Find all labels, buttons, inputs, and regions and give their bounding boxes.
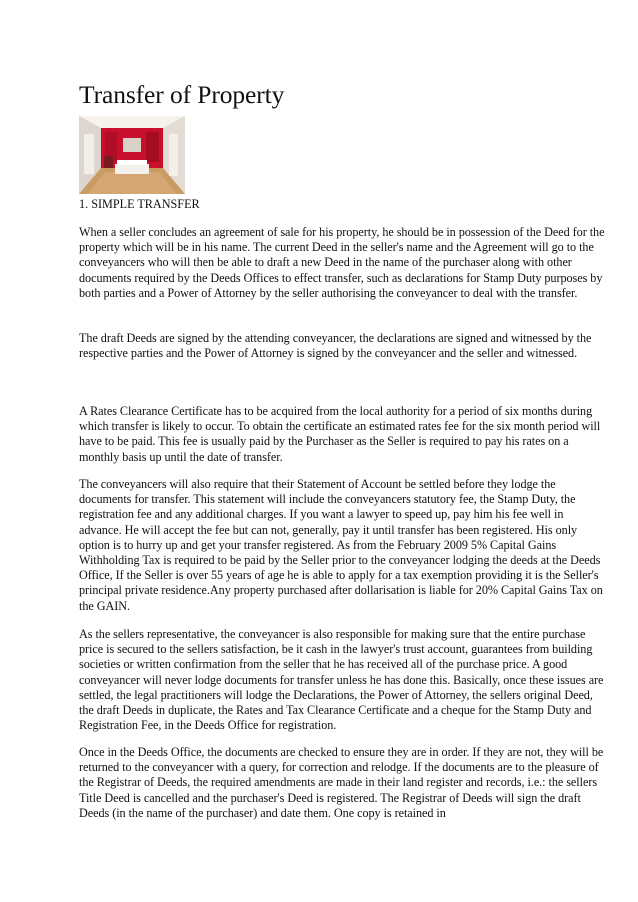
- paragraph: The draft Deeds are signed by the attending conveyancer, the declarations are signed and witnessed by the respective parties and the Power of Attorney is signed by the conveyancer and the seller and witnessed.: [79, 331, 592, 361]
- page-title: Transfer of Property: [79, 80, 285, 109]
- section-heading: 1. SIMPLE TRANSFER: [79, 197, 200, 211]
- interior-photo-icon: [79, 116, 185, 194]
- paragraph: When a seller concludes an agreement of sale for his property, he should be in possession of the Deed for the property which will be in his name. The current Deed in the seller's name and the Agreement will go to the conveyancers who will then be able to draft a new Deed in the name of the purchaser along with other documents required by the Deeds Offices to effect transfer, such as declarations for Stamp Duty purposes by both parties and a Power of Attorney by the seller authorising the conveyancer to deal with the transfer.: [79, 225, 605, 300]
- paragraph: As the sellers representative, the conveyancer is also responsible for making sure that the entire purchase price is secured to the sellers satisfaction, be it cash in the lawyer's trust account, guarantees from building societies or written confirmation from the seller that he has received all of the purchase price. A good conveyancer will never lodge documents for transfer unless he has done this. Basically, once these issues are settled, the legal practitioners will lodge the Declarations, the Power of Attorney, the sellers original Deed, the draft Deeds in duplicate, the Rates and Tax Clearance Certificate and a cheque for the Stamp Duty and Registration Fee, in the Deeds Office for registration.: [79, 627, 604, 733]
- paragraph: A Rates Clearance Certificate has to be acquired from the local authority for a period of six months during which transfer is likely to occur. To obtain the certificate an estimated rates fee for the six month period will have to be paid. This fee is usually paid by the Purchaser as the Seller is required to pay his rates on a monthly basis up until the date of transfer.: [79, 404, 601, 464]
- paragraph: The conveyancers will also require that their Statement of Account be settled before they lodge the documents for transfer. This statement will include the conveyancers statutory fee, the Stamp Duty, the registration fee and any additional charges. If you want a lawyer to speed up, pay him his fee well in advance. He will accept the fee but can not, generally, pay it until transfer has been registered. His only option is to hurry up and get your transfer registered. As from the February 2009 5% Capital Gains Withholding Tax is required to be paid by the Seller prior to the conveyancer lodging the deeds at the Deeds Office, If the Seller is over 55 years of age he is able to apply for a tax exemption providing it is the Seller's principal private residence.Any property purchased after dollarisation is liable for 20% Capital Gains Tax on the GAIN.: [79, 477, 603, 613]
- paragraph: Once in the Deeds Office, the documents are checked to ensure they are in order. If they are not, they will be returned to the conveyancer with a query, for correction and relodge. If the documents are to the pleasure of the Registrar of Deeds, the required amendments are made in their land register and records, i.e.: the sellers Title Deed is cancelled and the purchaser's Deed is registered. The Registrar of Deeds will sign the draft Deeds (in the name of the purchaser) and date them. One copy is retained in: [79, 745, 604, 820]
